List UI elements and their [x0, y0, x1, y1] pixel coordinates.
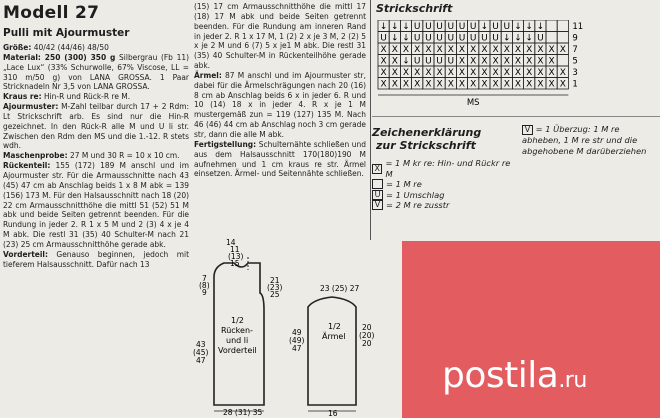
body-label-4: Vorderteil [218, 346, 257, 355]
legend-item-text: = 1 M re [386, 179, 422, 189]
chart-cell [546, 20, 557, 32]
dim-right-top-3: 25 [270, 290, 280, 299]
chart-cell-symbol: X [514, 79, 522, 90]
chart-cell-symbol: ↓ [379, 22, 388, 32]
dim-left-top: 7 [202, 274, 207, 283]
legend-item-text: = 1 M kr re: Hin- und Rückr re M [385, 158, 511, 179]
paragraph [3, 53, 189, 92]
sleeve-label-1: 1/2 [328, 322, 341, 331]
chart-cell-symbol: X [559, 79, 566, 90]
chart-cell-symbol: X [470, 68, 477, 78]
chart-cell-symbol: X [402, 79, 410, 90]
watermark-suffix: .ru [558, 368, 587, 393]
sleeve-dim-right: 20 [362, 323, 372, 332]
chart-cell-symbol: ↓ [391, 33, 399, 44]
page-subtitle: Pulli mit Ajourmuster [3, 27, 130, 39]
chart-row-number: 1 [572, 79, 578, 90]
body-label-3: und li [226, 336, 249, 345]
paragraph [3, 161, 189, 250]
chart-cell-symbol: ↓ [525, 33, 533, 44]
chart-cell [557, 32, 568, 44]
chart-cell-symbol: X [470, 79, 477, 90]
sleeve-dim-left: 49 [292, 328, 302, 337]
chart-cell-symbol: U [436, 33, 443, 44]
chart-cell-symbol: ↓ [402, 22, 410, 32]
chart-cell-symbol: X [526, 79, 533, 90]
paragraph [3, 250, 189, 270]
chart-cell-symbol: X [380, 45, 387, 55]
chart-cell-symbol: X [425, 79, 432, 90]
chart-cell-symbol: ↓ [536, 22, 545, 32]
chart-title: Strickschrift [376, 2, 453, 15]
chart-cell-symbol: X [436, 45, 443, 55]
chart-cell [557, 20, 568, 32]
paragraph-label: Rückenteil: [3, 160, 51, 171]
legend-title-2: zur Strickschrift [376, 139, 476, 152]
paragraph-label: Kraus re: [3, 91, 42, 102]
instructions-col2 [194, 2, 366, 179]
paragraph-text: 27 M und 30 R = 10 x 10 cm. [67, 150, 180, 161]
chart-cell-symbol: X [447, 68, 454, 78]
column-divider [370, 0, 371, 240]
chart-cell-symbol: X [414, 68, 421, 78]
u-symbol-icon: U [372, 190, 383, 200]
chart-cell-symbol: X [402, 68, 410, 78]
ms-label: MS [466, 98, 480, 108]
paragraph-text: Hin-R und Rück-R re M. [41, 91, 131, 102]
chart-cell-symbol: X [391, 56, 398, 67]
paragraph-text: 40/42 (44/46) 48/50 [31, 42, 109, 52]
chart-cell-symbol: X [447, 79, 454, 90]
chart-cell [546, 32, 557, 44]
chart-cell-symbol: X [514, 68, 522, 78]
chart-cell-symbol: X [514, 56, 522, 67]
chart-cell-symbol: X [548, 79, 555, 90]
chart-cell-symbol: U [436, 22, 443, 32]
column-middle [194, 0, 366, 179]
dim-left-top-2: (8) [199, 281, 210, 290]
x-symbol-icon: X [372, 164, 382, 174]
chart-cell-symbol: X [492, 45, 499, 55]
paragraph-text: (15) 17 cm Armausschnitthöhe die mittl 17 (18) 17 M abk und beide Seiten getrennt beenden. Für die Rundung am inneren Rand in jeder 2. R 1 x 17 M, 1 (2) 2 x je 3 M, 2 (2) 5 x je 2 M und 6 (7) 5 x je1 M abk. Die restl 31 (35) 40 Schulter-M in Rückenteilhöhe gerade abk. [194, 1, 366, 71]
empty-symbol-icon [372, 179, 383, 189]
chart-cell-symbol: X [548, 45, 555, 55]
chart-cell-symbol: X [492, 56, 499, 67]
sleeve-outline [308, 297, 356, 405]
chart-cell-symbol: ↓ [480, 22, 489, 32]
paragraph-label: Fertigstellung: [194, 138, 257, 149]
paragraph-text: Silbergrau (Fb 11) „Lace Lux“ (33% Schurwolle, 67% Viscose, LL = 310 m/50 g) von LANA GROSSA. 1 Paar Stricknadeln Nr 3,5 von LANA GROSSA. [3, 51, 189, 92]
chart-cell-symbol: X [414, 45, 421, 55]
chart-row-number: 5 [572, 56, 578, 67]
chart-cell-symbol: X [436, 79, 443, 90]
chart-cell-symbol: X [458, 79, 466, 90]
chart-cell-symbol: ↓ [525, 22, 533, 32]
chart-cell-symbol: X [402, 45, 410, 55]
sleeve-dim-top: 23 (25) 27 [320, 284, 360, 293]
chart-cell-symbol: X [380, 68, 387, 78]
chart-row-number: 3 [572, 68, 578, 78]
chart-cell-symbol: ↓ [402, 56, 410, 67]
chart-cell-symbol: U [537, 33, 544, 44]
chart-cell-symbol: X [470, 56, 477, 67]
section-divider [372, 116, 660, 117]
chart-cell-symbol: X [548, 68, 555, 78]
dim-right-top: 21 [270, 276, 280, 285]
chart-cell-symbol: ↓ [503, 33, 511, 44]
chart-cell-symbol: X [503, 45, 510, 55]
dim-right-top-2: (23) [267, 283, 283, 292]
legend-item-text: = 2 M re zusstr [386, 200, 450, 210]
page-title: Modell 27 [3, 3, 100, 23]
paragraph-label: Ärmel: [194, 69, 222, 80]
body-label-1: 1/2 [231, 316, 244, 325]
chart-cell-symbol: X [526, 56, 533, 67]
chart-cell-symbol: U [481, 33, 488, 44]
dim-left-body: 43 [196, 340, 206, 349]
legend-side [522, 124, 656, 156]
chart-cell-symbol: X [503, 79, 510, 90]
sleeve-dim-right-3: 20 [362, 339, 372, 348]
chart-cell-symbol: U [425, 22, 432, 32]
paragraph-text: M-Zahl teilbar durch 17 + 2 Rdm: Lt Strickschrift arb. Es sind nur die Hin-R gezeichnet. In den Rück-R alle M und U li str. Zwischen den Rdm den MS und die 1.-12. R stets wdh. [3, 101, 189, 151]
legend-item-text: = 1 Umschlag [386, 189, 445, 200]
paragraph [194, 71, 366, 140]
chart-cell-symbol: X [526, 68, 533, 78]
chart-cell-symbol: X [458, 56, 466, 67]
paragraph-text: 155 (172) 189 M anschl und im Ajourmuster str. Für die Armausschnitte nach 43 (45) 47 cm ab Anschlag beids 1 x 8 M abk = 139 (156) 173 M. Für den Halsausschnitt nach 18 (20) 22 cm Armausschnitthöhe die mittl 51 (52) 51 M abk und beide Seiten getrennt beenden. Für die Rundung in jeder 2. R 1 x 5 M und 2 (3) 4 x je 4 M abk. Die restl 31 (35) 40 Schulter-M nach 21 (23) 25 cm Armausschnitthöhe gerade abk. [3, 160, 189, 249]
dim-top-neck: 14 [226, 238, 236, 247]
chart-cell-symbol: X [492, 79, 499, 90]
dim-left-body-3: 47 [196, 356, 206, 365]
chart-cell-symbol: X [537, 56, 544, 67]
dim-shoulder-2: (13) [228, 252, 244, 261]
chart-cell-symbol: U [503, 22, 511, 32]
schematic-drawings [190, 235, 402, 418]
chart-cell-symbol: X [526, 45, 533, 55]
instructions-col1 [3, 43, 189, 269]
chart-cell-symbol: U [436, 56, 443, 67]
chart-cell-symbol: U [425, 56, 432, 67]
chart-cell-symbol: X [380, 79, 387, 90]
chart-cell-symbol: X [559, 45, 566, 55]
chart-cell-symbol: X [503, 56, 510, 67]
chart-cell-symbol: U [380, 33, 387, 44]
paragraph-label: Vorderteil: [3, 248, 48, 259]
chart-cell-symbol: X [447, 45, 454, 55]
chart-cell-symbol: X [559, 68, 566, 78]
chart-cell-symbol: X [548, 56, 555, 67]
sleeve-dim-left-3: 47 [292, 344, 302, 353]
legend-item [372, 179, 512, 190]
chart-cell-symbol: U [413, 22, 421, 32]
legend-item [372, 158, 512, 179]
chart-cell-symbol: U [425, 33, 432, 44]
chart-cell-symbol: ↓ [514, 22, 522, 32]
column-left [3, 0, 189, 269]
chart-cell-symbol: X [380, 56, 387, 67]
paragraph-label: Größe: [3, 42, 32, 52]
chart-row-number: 7 [572, 45, 578, 55]
paragraph-text: Schulternähte schließen und aus dem Halsausschnitt 170(180)190 M aufnehmen und 1 cm kraus re str. Ärmel einsetzen. Ärmel- und Seitennähte schließen. [194, 138, 366, 179]
sleeve-dim-left-2: (49) [289, 336, 305, 345]
sleeve-dim-right-2: (20) [359, 331, 375, 340]
dim-left-body-2: (45) [193, 348, 209, 357]
watermark-text: postila [442, 355, 559, 396]
chart-cell-symbol: U [469, 22, 477, 32]
chart-cell-symbol: X [458, 45, 466, 55]
chart-cell-symbol: X [425, 68, 432, 78]
chart-cell-symbol: X [391, 79, 398, 90]
paragraph [194, 2, 366, 71]
down-arrow-symbol-icon: V [522, 125, 533, 135]
v-symbol-icon: V [372, 200, 383, 210]
paragraph-label: Maschenprobe: [3, 150, 68, 161]
dim-shoulder-3: 15 [230, 259, 240, 268]
dim-shoulder: 11 [230, 245, 240, 254]
chart-cell-symbol: X [481, 56, 488, 67]
chart-cell-symbol: X [436, 68, 443, 78]
watermark [442, 355, 587, 396]
knitting-chart [376, 20, 604, 112]
chart-cell-symbol: ↓ [391, 22, 399, 32]
chart-cell-symbol: X [481, 68, 488, 78]
chart-cell-symbol: U [413, 56, 421, 67]
chart-cell-symbol: U [458, 22, 466, 32]
chart-cell-symbol: X [514, 45, 522, 55]
chart-cell-symbol: X [391, 45, 398, 55]
legend-list [372, 158, 512, 211]
chart-cell-symbol: X [481, 79, 488, 90]
chart-cell [557, 55, 568, 67]
chart-cell-symbol: U [447, 22, 455, 32]
chart-cell-symbol: X [425, 45, 432, 55]
chart-row-number: 9 [572, 33, 578, 44]
chart-cell-symbol: ↓ [514, 33, 522, 44]
paragraph-text: 87 M anschl und im Ajourmuster str, dabei für die Ärmelschrägungen nach 20 (16) 8 cm ab Anschlag beids 6 x in jeder 6. R und 10 (14) 18 x in jeder 4. R x je 1 M mustergemäß zun = 119 (127) 135 M. Nach 46 (46) 44 cm ab Anschlag noch 3 cm gerade str, dann die alle M abk. [194, 69, 366, 139]
sleeve-label-2: Ärmel [322, 332, 346, 341]
chart-cell-symbol: X [537, 68, 544, 78]
sleeve-dim-bottom: 16 [328, 409, 338, 418]
chart-cell-symbol: X [537, 45, 544, 55]
chart-cell-symbol: X [470, 45, 477, 55]
chart-cell-symbol: X [391, 68, 398, 78]
legend-title: Zeichenerklärung [372, 126, 482, 139]
chart-cell-symbol: U [447, 33, 455, 44]
paragraph-label: Ajourmuster: [3, 101, 59, 112]
legend-side-text: = 1 Überzug: 1 M re abheben, 1 M re str und die abgehobene M darüberziehen [522, 124, 647, 156]
paragraph [3, 102, 189, 151]
paragraph [194, 140, 366, 179]
chart-cell-symbol: X [414, 79, 421, 90]
legend-item [372, 200, 512, 211]
chart-row-number: 11 [572, 22, 584, 32]
chart-cell-symbol: X [503, 68, 510, 78]
chart-cell-symbol: U [492, 22, 499, 32]
chart-cell-symbol: ↓ [402, 33, 410, 44]
chart-cell-symbol: U [413, 33, 421, 44]
dim-bottom: 28 (31) 35 [223, 408, 263, 417]
chart-cell-symbol: X [481, 45, 488, 55]
paragraph-label: Material: 250 (300) 350 g [3, 51, 116, 62]
dim-left-top-3: 9 [202, 288, 207, 297]
chart-cell-symbol: X [458, 68, 466, 78]
chart-cell-symbol: U [458, 33, 466, 44]
body-label-2: Rücken- [221, 326, 253, 335]
chart-cell-symbol: U [469, 33, 477, 44]
legend-item [372, 190, 512, 201]
chart-cell-symbol: U [447, 56, 455, 67]
chart-cell-symbol: X [537, 79, 544, 90]
paragraph-text: Genauso beginnen, jedoch mit tieferem Halsausschnitt. Dafür nach 13 [3, 248, 189, 269]
chart-cell-symbol: X [492, 68, 499, 78]
chart-cell-symbol: U [492, 33, 499, 44]
